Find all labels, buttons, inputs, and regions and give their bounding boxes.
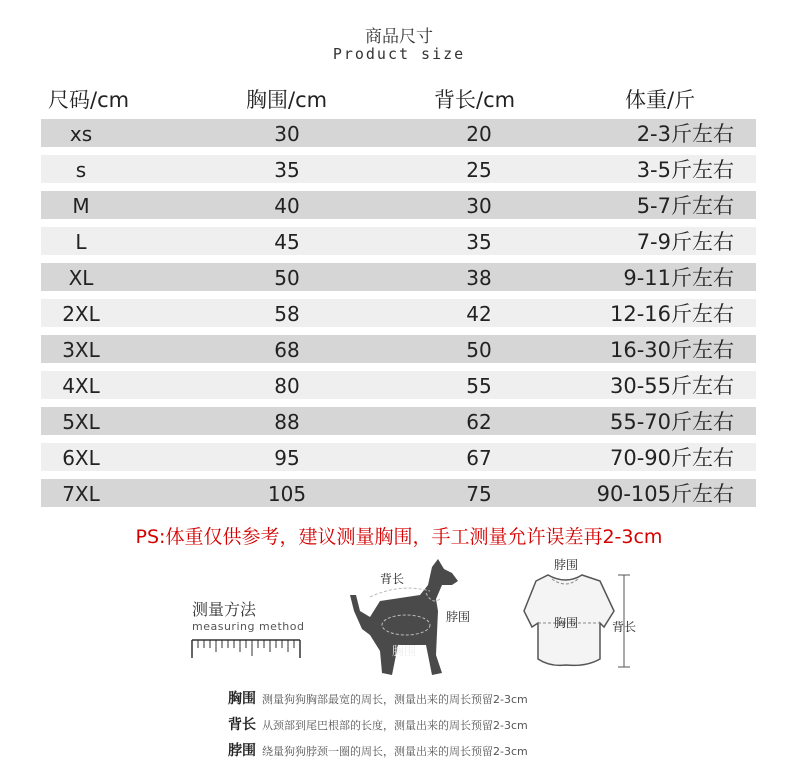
table-row: 6XL 95 67 70-90斤左右 — [41, 441, 756, 477]
dog-diagram-icon — [340, 555, 500, 685]
header-weight: 体重/斤 — [625, 88, 696, 112]
table-row: M 40 30 5-7斤左右 — [41, 189, 756, 225]
disclaimer-note: PS:体重仅供参考，建议测量胸围，手工测量允许误差再2-3cm — [135, 526, 663, 548]
table-row: 4XL 80 55 30-55斤左右 — [41, 369, 756, 405]
title-english: Product size — [332, 45, 466, 63]
header-chest: 胸围/cm — [246, 88, 328, 112]
dog-back-label: 背长 — [380, 572, 405, 586]
dog-neck-label: 脖围 — [446, 610, 471, 624]
table-row: XL 50 38 9-11斤左右 — [41, 261, 756, 297]
ruler-icon — [190, 638, 302, 660]
method-subtitle: measuring method — [192, 620, 305, 633]
table-row: s 35 25 3-5斤左右 — [41, 153, 756, 189]
table-row: 3XL 68 50 16-30斤左右 — [41, 333, 756, 369]
legend-row-back: 背长 从颈部到尾巴根部的长度，测量出来的周长预留2-3cm — [228, 717, 528, 733]
dog-chest-label: 胸围 — [392, 644, 417, 658]
method-title: 测量方法 — [192, 600, 257, 619]
table-row: xs 30 20 2-3斤左右 — [41, 117, 756, 153]
header-size: 尺码/cm — [48, 88, 130, 112]
shirt-diagram-icon — [520, 555, 650, 685]
shirt-neck-label: 脖围 — [554, 558, 579, 572]
table-row: 5XL 88 62 55-70斤左右 — [41, 405, 756, 441]
size-table — [41, 117, 756, 513]
legend-row-neck: 脖围 绕量狗狗脖颈一圈的周长，测量出来的周长预留2-3cm — [228, 743, 528, 759]
table-row: L 45 35 7-9斤左右 — [41, 225, 756, 261]
table-row: 2XL 58 42 12-16斤左右 — [41, 297, 756, 333]
header-back-length: 背长/cm — [434, 88, 516, 112]
title-chinese: 商品尺寸 — [365, 27, 433, 47]
table-header — [0, 84, 798, 116]
shirt-chest-label: 胸围 — [554, 616, 579, 630]
legend-row-chest: 胸围 测量狗狗胸部最宽的周长，测量出来的周长预留2-3cm — [228, 691, 528, 707]
table-row: 7XL 105 75 90-105斤左右 — [41, 477, 756, 513]
shirt-back-label: 背长 — [612, 620, 637, 634]
